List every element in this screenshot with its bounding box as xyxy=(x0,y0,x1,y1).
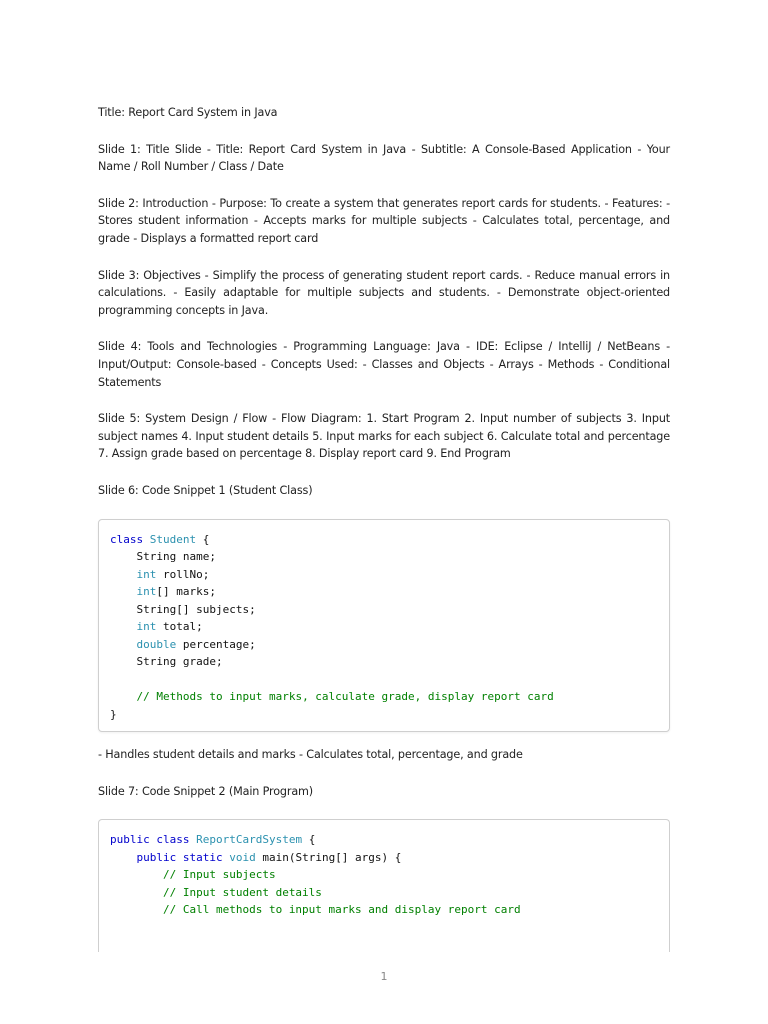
code-line xyxy=(110,688,658,706)
snippet-1-description: - Handles student details and marks - Calculates total, percentage, and grade xyxy=(98,748,523,761)
document-page xyxy=(98,104,670,966)
slide-1-text: Slide 1: Title Slide - Title: Report Card System in Java - Subtitle: A Console-Based Application - Your Name / Roll Number / Class / Date xyxy=(98,142,670,174)
code-line xyxy=(110,583,658,601)
code-text: { xyxy=(302,833,316,847)
code-line xyxy=(110,884,658,902)
code-keyword: int xyxy=(136,567,157,581)
code-comment: // Methods to input marks, calculate grade, display report card xyxy=(136,690,554,703)
slide-3-text: Slide 3: Objectives - Simplify the process of generating student report cards. - Reduce manual errors in calculations. - Easily adaptable for multiple subjects and students. - Demonstrate object-oriented programming concepts in Java. xyxy=(98,268,670,317)
code-line xyxy=(110,866,658,884)
code-keyword: class xyxy=(110,532,144,546)
code-text: [] marks; xyxy=(156,585,216,598)
code-line xyxy=(110,849,658,867)
code-keyword: double xyxy=(136,637,177,651)
code-keyword: void xyxy=(229,850,256,864)
code-text: { xyxy=(196,532,210,546)
code-blank-line xyxy=(110,671,658,689)
document-title: Title: Report Card System in Java xyxy=(98,106,278,119)
code-type-name: ReportCardSystem xyxy=(196,833,303,847)
code-line xyxy=(110,831,658,849)
code-snippet-student-class xyxy=(98,519,670,733)
code-line xyxy=(110,636,658,654)
code-keyword: public static xyxy=(136,850,223,864)
slide-2-text: Slide 2: Introduction - Purpose: To create a system that generates report cards for students. - Features: - Stores student information - Accepts marks for multiple subjects - Calculates total, percentage, and grade - Displays a formatted report card xyxy=(98,196,670,245)
code-line xyxy=(110,531,658,549)
code-line: String grade; xyxy=(110,655,223,668)
code-keyword: int xyxy=(136,585,157,598)
code-keyword: int xyxy=(136,620,157,633)
code-line xyxy=(110,566,658,584)
code-comment: // Input subjects xyxy=(162,868,276,882)
page-number: 1 xyxy=(380,970,388,983)
code-text: total; xyxy=(156,620,203,633)
code-line: String[] subjects; xyxy=(110,602,256,616)
code-line: String name; xyxy=(110,550,216,563)
slide-6-heading: Slide 6: Code Snippet 1 (Student Class) xyxy=(98,483,313,497)
code-line: } xyxy=(110,707,117,721)
code-comment: // Call methods to input marks and display report card xyxy=(162,903,521,917)
slide-7-heading: Slide 7: Code Snippet 2 (Main Program) xyxy=(98,784,313,798)
code-keyword: public class xyxy=(110,833,190,847)
code-text: rollNo; xyxy=(156,567,210,581)
code-text: percentage; xyxy=(176,637,256,651)
slide-5-text: Slide 5: System Design / Flow - Flow Diagram: 1. Start Program 2. Input number of subjects 3. Input subject names 4. Input student details 5. Input marks for each subject 6. Calculate total and percentage 7. Assign grade based on percentage 8. Display report card 9. End Program xyxy=(98,412,670,461)
slide-4-text: Slide 4: Tools and Technologies - Programming Language: Java - IDE: Eclipse / IntelliJ / NetBeans - Input/Output: Console-based - Concepts Used: - Classes and Objects - Arrays - Methods - Conditional Statements xyxy=(98,340,670,389)
code-comment: // Input student details xyxy=(162,885,322,899)
code-text: main(String[] args) { xyxy=(255,850,402,864)
code-line xyxy=(110,618,658,636)
code-line xyxy=(110,901,658,919)
code-snippet-main-program xyxy=(98,819,670,952)
code-type-name: Student xyxy=(149,532,197,546)
